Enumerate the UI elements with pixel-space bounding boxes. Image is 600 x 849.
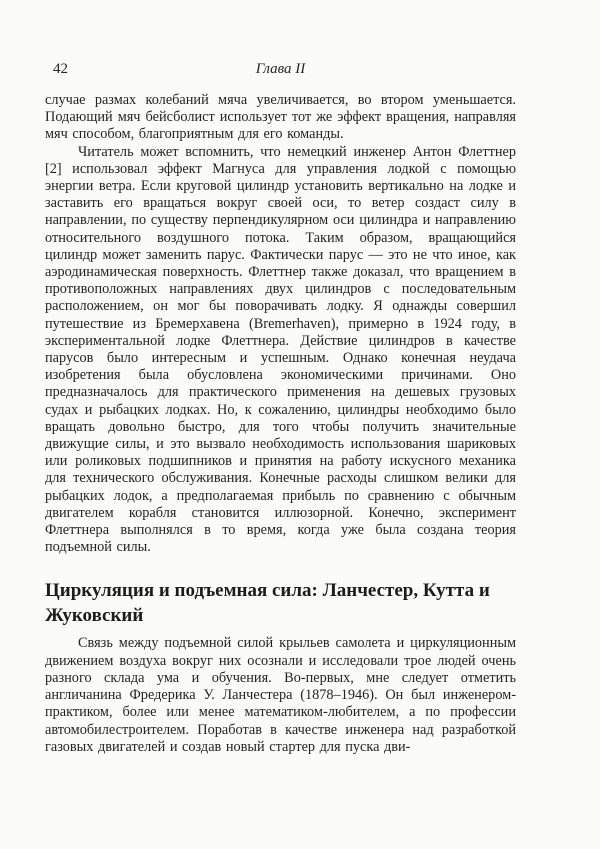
page-body [45,92,516,756]
paragraph-lanchester: Связь между подъемной силой крыльев самолета и циркуляционным движением воздуха вокруг них осознали и исследовали трое людей очень разного склада ума и обучения. Во-первых, мне следует отметить англичанина Фредерика У. Ланчестера (1878–1946). Он был инженером-практиком, более или менее математиком-любителем, а по профессии автомобилестроителем. Поработав в качестве инженера над разработкой газовых двигателей и создав новый стартер для пуска дви- [45,635,516,755]
section-heading: Циркуляция и подъемная сила: Ланчестер, Кутта и Жуковский [45,580,490,627]
paragraph-flettner: Читатель может вспомнить, что немецкий инженер Антон Флеттнер [2] использовал эффект Магнуса для управления лодкой с помощью энергии ветра. Если круговой цилиндр установить вертикально на лодке и заставить его вращаться вокруг своей оси, то ветер создаст силу в направлении, по существу перпендикулярном оси цилиндра и направлению относительного воздушного потока. Таким образом, вращающийся цилиндр может заменить парус. Фактически парус — это не что иное, как аэродинамическая поверхность. Флеттнер также доказал, что вращением в противоположных направлениях двух цилиндров с последовательным расположением, он мог бы поворачивать лодку. Я однажды совершил путешествие из Бремерхавена (Bremerhaven), примерно в 1924 году, в экспериментальной лодке Флеттнера. Действие цилиндров в качестве парусов было интересным и успешным. Однако конечная неудача изобретения была обусловлена экономическими причинами. Оно предназначалось для практического применения на дешевых грузовых судах и рыбацких лодках. Но, к сожалению, цилиндры необходимо было вращать довольно быстро, для того чтобы получить значительные движущие силы, и это вызвало необходимость использования шариковых или роликовых подшипников и принятия на работу искусного механика для технического обслуживания. Конечные расходы слишком велики для рыбацких лодок, а предполагаемая прибыль по сравнению с обычным двигателем корабля становится иллюзорной. Конечно, эксперимент Флеттнера выполнялся в то время, когда уже была создана теория подъемной силы. [45,143,516,556]
running-head-chapter: Глава II [255,61,306,77]
paragraph-continuation: случае размах колебаний мяча увеличивается, во втором уменьшается. Подающий мяч бейсболист использует тот же эффект вращения, направляя мяч способом, благоприятным для его команды. [45,92,516,143]
text-column [45,61,516,756]
running-header [45,61,516,78]
page-number: 42 [53,61,68,77]
